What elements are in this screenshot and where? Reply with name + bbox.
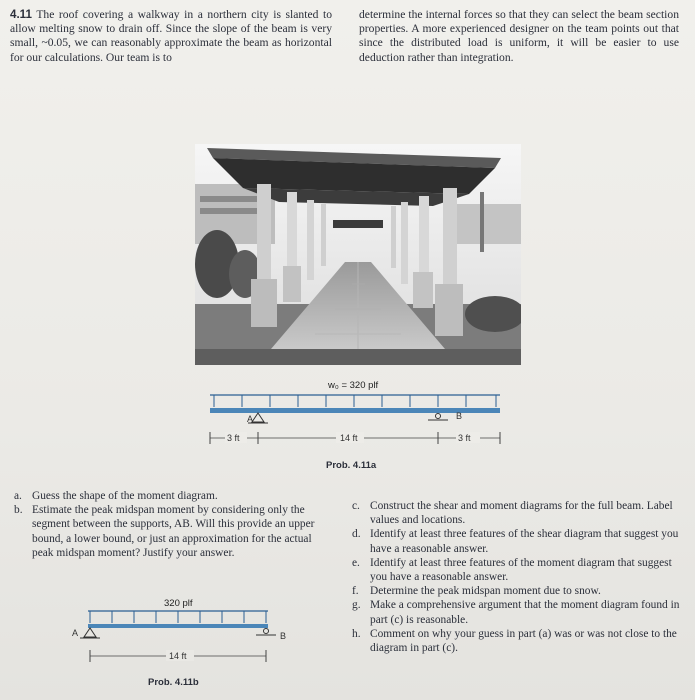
dim-left-a: 3 ft (227, 433, 240, 443)
figure-4-11a (200, 370, 520, 452)
list-item: g. Make a comprehensive argument that the moment diagram found in part (c) is reasonable. (352, 599, 680, 626)
dim-mid-a: 14 ft (340, 433, 358, 443)
distributed-load-arrows-a (214, 395, 496, 407)
dim-right-a: 3 ft (458, 433, 471, 443)
list-item: b. Estimate the peak midspan moment by considering only the segment between the supports, AB. Will this provide an upper bound, a lower bound, or just an approximation for the actual peak midspan moment? Justify your answer. (14, 504, 315, 559)
support-label-b: B (456, 411, 463, 421)
question-list-right (352, 499, 682, 655)
dim-span-b: 14 ft (169, 651, 187, 661)
intro-text-left: The roof covering a walkway in a northern city is slanted to allow melting snow to drain off. Since the slope of the beam is very small, ~0.05, we can reasonably approximate the beam as horizontal for our calculations. Our team is to (10, 8, 332, 64)
figure-4-11b (72, 594, 292, 666)
distributed-load-arrows-b (90, 611, 266, 623)
caption-4-11b: Prob. 4.11b (148, 677, 199, 688)
problem-intro-right: determine the internal forces so that they can select the beam section properties. A more experienced designer on the team points out that since the distributed load is uniform, it will be easier to use deduction rather than integration. (359, 8, 679, 64)
problem-intro-left (10, 8, 332, 65)
list-item: d. Identify at least three features of the shear diagram that suggest you have a reasonable answer. (352, 528, 679, 555)
load-label-b: 320 plf (164, 598, 193, 609)
support-label-b-b: B (280, 631, 287, 641)
beam-b (88, 624, 268, 628)
question-list-left (14, 489, 332, 560)
support-label-a-b: A (72, 628, 79, 638)
list-item: h. Comment on why your guess in part (a) was or was not close to the diagram in part (c). (352, 627, 677, 655)
load-label-a: w₀ = 320 plf (328, 380, 379, 391)
support-label-a: A (247, 414, 254, 424)
problem-number: 4.11 (10, 8, 32, 21)
list-item: a. Guess the shape of the moment diagram. (14, 490, 218, 502)
caption-4-11a: Prob. 4.11a (326, 460, 377, 471)
walkway-photo (195, 144, 521, 365)
list-item: f. Determine the peak midspan moment due to snow. (352, 585, 601, 598)
list-item: c. Construct the shear and moment diagrams for the full beam. Label values and locations. (352, 500, 673, 527)
list-item: e. Identify at least three features of the moment diagram that suggest you have a reasonable answer. (352, 556, 672, 584)
